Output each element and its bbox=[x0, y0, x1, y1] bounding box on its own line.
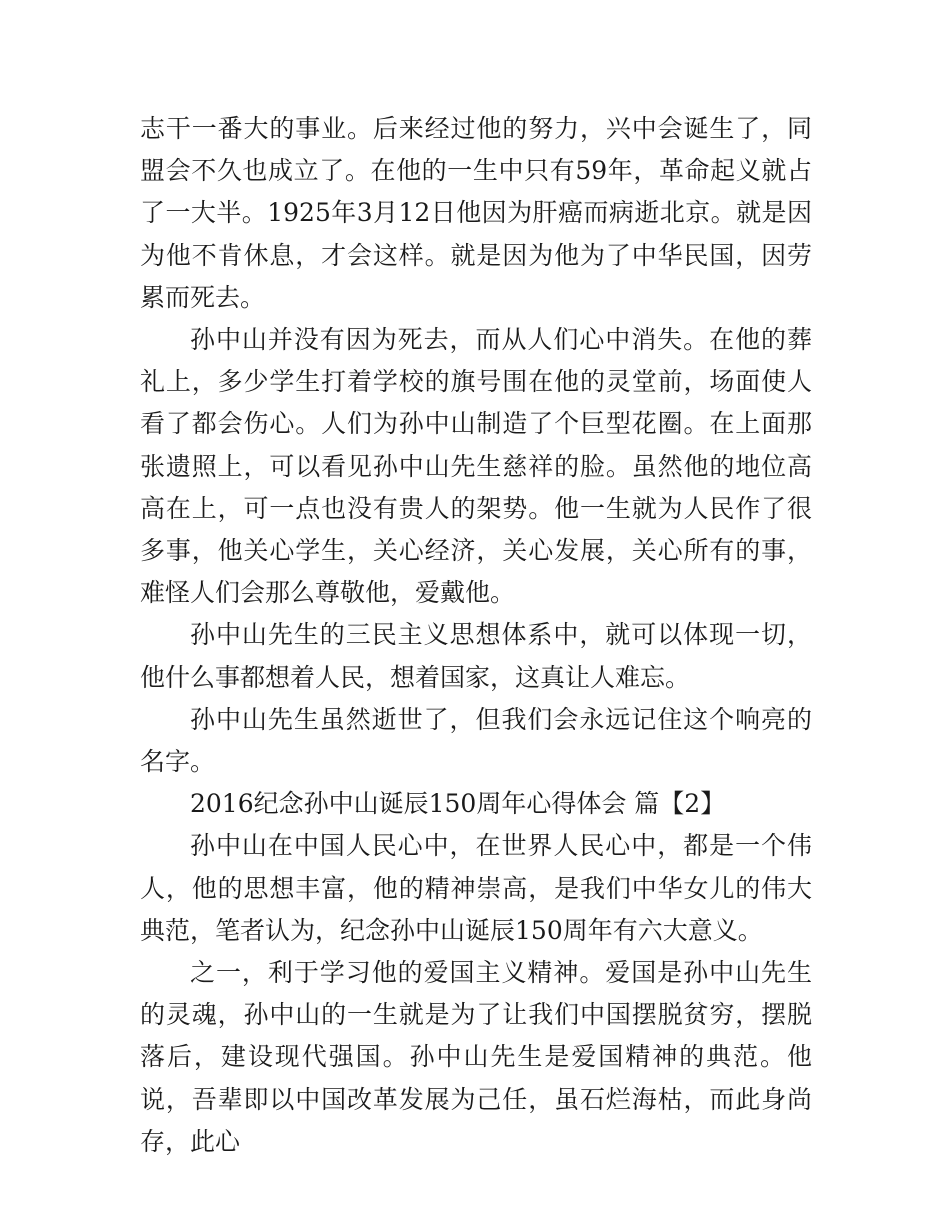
paragraph-1: 志干一番大的事业。后来经过他的努力，兴中会诞生了，同盟会不久也成立了。在他的一生中只有59年，革命起义就占了一大半。1925年3月12日他因为肝癌而病逝北京。就是因为他不肯休息，才会这样。就是因为他为了中华民国，因劳累而死去。 bbox=[140, 114, 812, 312]
paragraph-5: 孙中山在中国人民心中，在世界人民心中，都是一个伟人，他的思想丰富，他的精神崇高，是我们中华女儿的伟大典范，笔者认为，纪念孙中山诞辰150周年有六大意义。 bbox=[140, 831, 812, 945]
document-page bbox=[140, 108, 812, 1163]
paragraph-3: 孙中山先生的三民主义思想体系中，就可以体现一切，他什么事都想着人民，想着国家，这真让人难忘。 bbox=[140, 620, 812, 692]
section-heading: 2016纪念孙中山诞辰150周年心得体会 篇【2】 bbox=[190, 789, 726, 819]
paragraph-4: 孙中山先生虽然逝世了，但我们会永远记住这个响亮的名字。 bbox=[140, 704, 812, 777]
paragraph-6: 之一，利于学习他的爱国主义精神。爱国是孙中山先生的灵魂，孙中山的一生就是为了让我们中国摆脱贫穷，摆脱落后，建设现代强国。孙中山先生是爱国精神的典范。他说，吾辈即以中国改革发展为己任，虽石烂海枯，而此身尚存，此心 bbox=[140, 958, 812, 1156]
paragraph-2: 孙中山并没有因为死去，而从人们心中消失。在他的葬礼上，多少学生打着学校的旗号围在他的灵堂前，场面使人看了都会伤心。人们为孙中山制造了个巨型花圈。在上面那张遗照上，可以看见孙中山先生慈祥的脸。虽然他的地位高高在上，可一点也没有贵人的架势。他一生就为人民作了很多事，他关心学生，关心经济，关心发展，关心所有的事，难怪人们会那么尊敬他，爱戴他。 bbox=[140, 325, 812, 608]
